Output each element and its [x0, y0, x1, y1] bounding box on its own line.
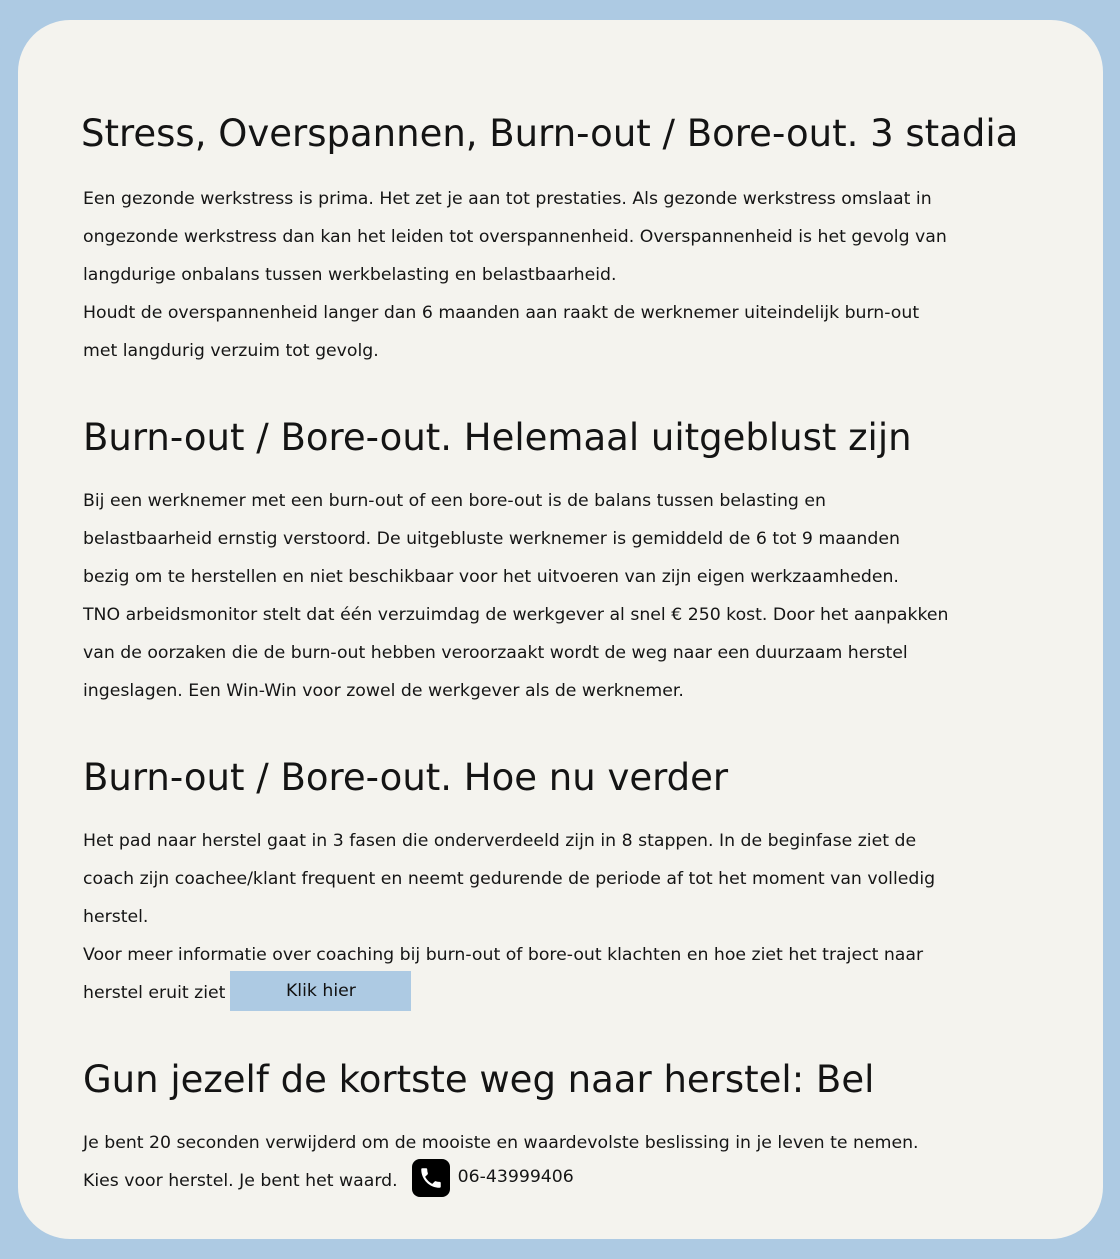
content-card	[18, 20, 1103, 1239]
intro-line: ongezonde werkstress dan kan het leiden tot overspannenheid. Overspannenheid is het gevolg van	[83, 227, 947, 247]
verder-line: Het pad naar herstel gaat in 3 fasen die onderverdeeld zijn in 8 stappen. In de beginfase ziet de	[83, 831, 917, 851]
uitgeblust-line: ingeslagen. Een Win-Win voor zowel de werkgever als de werknemer.	[83, 681, 684, 701]
verder-paragraph	[83, 822, 1083, 1012]
uitgeblust-heading: Burn-out / Bore-out. Helemaal uitgeblust zijn	[83, 416, 912, 459]
verder-line: Voor meer informatie over coaching bij burn-out of bore-out klachten en hoe ziet het traject naar	[83, 945, 924, 965]
uitgeblust-paragraph	[83, 482, 1083, 710]
klik-hier-button[interactable]: Klik hier	[230, 971, 411, 1011]
intro-paragraph	[83, 180, 1083, 370]
phone-icon[interactable]	[412, 1159, 450, 1197]
bel-paragraph	[83, 1124, 1083, 1200]
verder-line: herstel.	[83, 907, 149, 927]
verder-last-line	[83, 974, 1083, 1012]
uitgeblust-line: belastbaarheid ernstig verstoord. De uitgebluste werknemer is gemiddeld de 6 tot 9 maanden	[83, 529, 900, 549]
bel-line-with-phone	[83, 1162, 1083, 1200]
phone-number[interactable]: 06-43999406	[457, 1167, 574, 1187]
bel-line: Je bent 20 seconden verwijderd om de mooiste en waardevolste beslissing in je leven te nemen.	[83, 1133, 919, 1153]
uitgeblust-line: Bij een werknemer met een burn-out of een bore-out is de balans tussen belasting en	[83, 491, 826, 511]
intro-heading: Stress, Overspannen, Burn-out / Bore-out. 3 stadia	[81, 112, 1019, 155]
verder-last-line-text: herstel eruit ziet	[83, 983, 226, 1003]
bel-heading: Gun jezelf de kortste weg naar herstel: Bel	[83, 1058, 875, 1101]
verder-line: coach zijn coachee/klant frequent en neemt gedurende de periode af tot het moment van volledig	[83, 869, 936, 889]
verder-heading: Burn-out / Bore-out. Hoe nu verder	[83, 756, 729, 799]
intro-line: langdurige onbalans tussen werkbelasting en belastbaarheid.	[83, 265, 617, 285]
intro-line: Een gezonde werkstress is prima. Het zet je aan tot prestaties. Als gezonde werkstress omslaat in	[83, 189, 932, 209]
uitgeblust-line: van de oorzaken die de burn-out hebben veroorzaakt wordt de weg naar een duurzaam herstel	[83, 643, 908, 663]
uitgeblust-line: bezig om te herstellen en niet beschikbaar voor het uitvoeren van zijn eigen werkzaamheden.	[83, 567, 899, 587]
uitgeblust-line: TNO arbeidsmonitor stelt dat één verzuimdag de werkgever al snel € 250 kost. Door het aanpakken	[83, 605, 949, 625]
intro-line: Houdt de overspannenheid langer dan 6 maanden aan raakt de werknemer uiteindelijk burn-out	[83, 303, 920, 323]
bel-line-text: Kies voor herstel. Je bent het waard.	[83, 1171, 398, 1191]
intro-line: met langdurig verzuim tot gevolg.	[83, 341, 379, 361]
